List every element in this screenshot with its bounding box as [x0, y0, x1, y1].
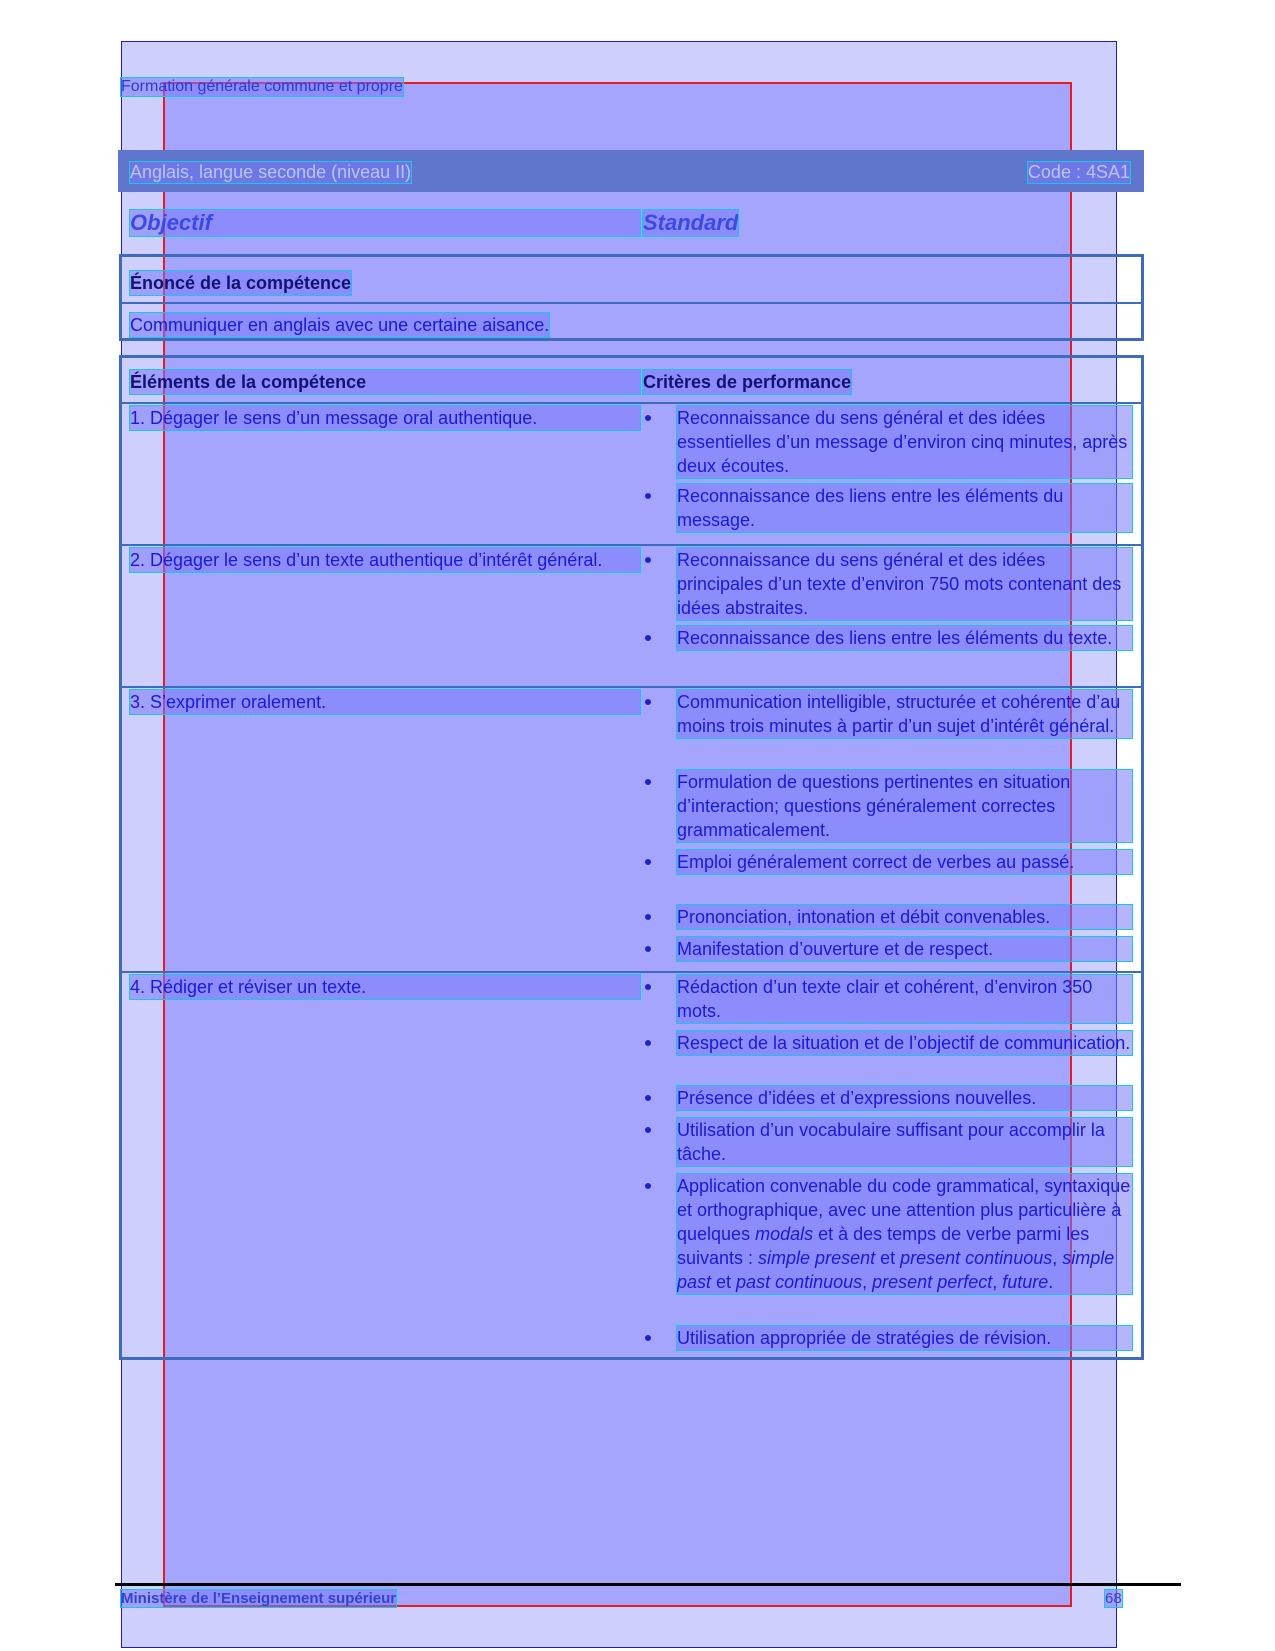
- criterion-4-3: Présence d’idées et d’expressions nouvelles.: [677, 1086, 1132, 1110]
- element-label-4: 4. Rédiger et réviser un texte.: [130, 975, 640, 999]
- bullet-icon: [645, 1040, 651, 1046]
- competence-statement: Communiquer en anglais avec une certaine aisance.: [130, 315, 550, 335]
- criterion-3-3: Emploi généralement correct de verbes au passé.: [677, 850, 1132, 874]
- element-label-3: 3. S’exprimer oralement.: [130, 690, 640, 714]
- bullet-icon: [645, 493, 651, 499]
- course-title-bar: [118, 150, 1144, 192]
- bullet-icon: [645, 946, 651, 952]
- bullet-icon: [645, 1183, 651, 1189]
- competence-heading: Énoncé de la compétence: [130, 273, 352, 293]
- criterion-2-2: Reconnaissance des liens entre les éléments du texte.: [677, 626, 1132, 650]
- criterion-3-1: Communication intelligible, structurée et cohérente d’au moins trois minutes à partir d’un sujet d’intérêt général.: [677, 690, 1132, 738]
- element-label-1: 1. Dégager le sens d’un message oral authentique.: [130, 406, 640, 430]
- bullet-icon: [645, 557, 651, 563]
- criterion-1-2: Reconnaissance des liens entre les éléments du message.: [677, 484, 1132, 532]
- footer-ministry: Ministère de l’Enseignement supérieur: [121, 1590, 397, 1607]
- standard-heading: Standard: [643, 210, 739, 235]
- bullet-icon: [645, 635, 651, 641]
- running-header: Formation générale commune et propre: [121, 78, 403, 95]
- bullet-icon: [645, 859, 651, 865]
- criterion-2-1: Reconnaissance du sens général et des idées principales d’un texte d’environ 750 mots contenant des idées abstraites.: [677, 548, 1132, 620]
- row-divider: [122, 971, 1141, 973]
- criterion-4-4: Utilisation d’un vocabulaire suffisant pour accomplir la tâche.: [677, 1118, 1132, 1166]
- course-title: Anglais, langue seconde (niveau II): [130, 162, 412, 182]
- competence-table: [119, 254, 1144, 341]
- criterion-1-1: Reconnaissance du sens général et des idées essentielles d’un message d’environ cinq minutes, après deux écoutes.: [677, 406, 1132, 478]
- bullet-icon: [645, 984, 651, 990]
- bullet-icon: [645, 415, 651, 421]
- criterion-4-2: Respect de la situation et de l’objectif de communication.: [677, 1033, 1131, 1053]
- page-number: 68: [1105, 1590, 1122, 1607]
- criterion-3-4: Prononciation, intonation et débit convenables.: [677, 905, 1132, 929]
- criterion-3-5: Manifestation d’ouverture et de respect.: [677, 937, 1132, 961]
- criteria-column-heading: Critères de performance: [643, 372, 852, 392]
- elements-column-heading: Éléments de la compétence: [130, 370, 640, 394]
- bullet-icon: [645, 1095, 651, 1101]
- objectif-heading: Objectif: [130, 210, 640, 236]
- row-divider: [122, 544, 1141, 546]
- row-divider: [122, 686, 1141, 688]
- criterion-4-6: Utilisation appropriée de stratégies de révision.: [677, 1326, 1132, 1350]
- bullet-icon: [645, 914, 651, 920]
- bullet-icon: [645, 1335, 651, 1341]
- course-code: Code : 4SA1: [1027, 162, 1130, 182]
- criterion-3-2: Formulation de questions pertinentes en situation d’interaction; questions généralement correctes grammaticalement.: [677, 770, 1132, 842]
- bullet-icon: [645, 699, 651, 705]
- element-label-2: 2. Dégager le sens d’un texte authentique d’intérêt général.: [130, 548, 640, 572]
- bullet-icon: [645, 1127, 651, 1133]
- bullet-icon: [645, 779, 651, 785]
- elements-table: [119, 355, 1144, 1360]
- footer-rule: [115, 1583, 1181, 1586]
- criterion-4-1: Rédaction d’un texte clair et cohérent, d’environ 350 mots.: [677, 975, 1132, 1023]
- criterion-4-5: Application convenable du code grammatical, syntaxique et orthographique, avec une attention plus particulière à quelques modals et à des temps de verbe parmi les suivants : simple present et present continuous, simple past et past continuous, present perfect, future.: [677, 1176, 1131, 1292]
